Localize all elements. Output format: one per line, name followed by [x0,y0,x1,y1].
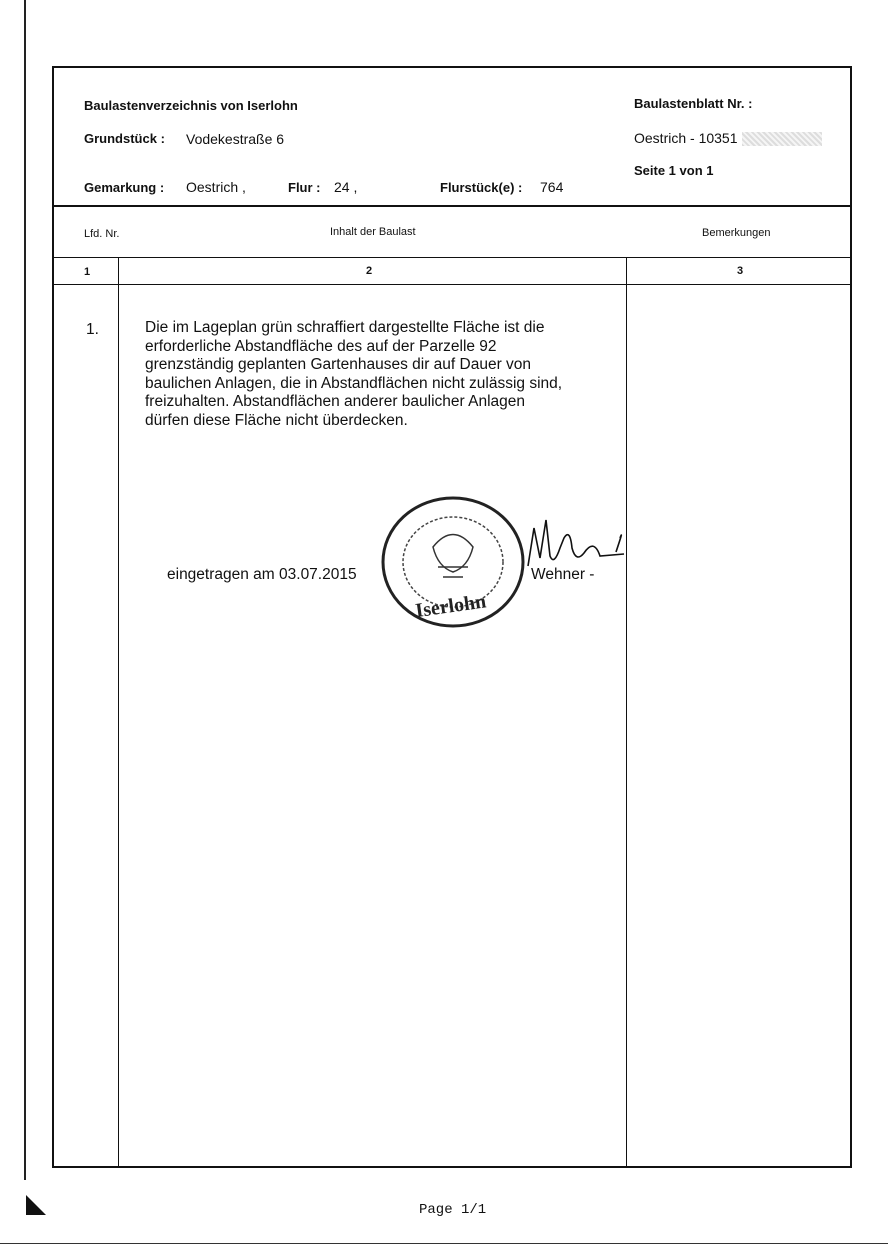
col-number-1: 1 [84,266,91,278]
blatt-label: Baulastenblatt [634,96,724,111]
eingetragen-date: eingetragen am 03.07.2015 [167,566,357,583]
blatt-value [634,130,822,146]
stamp-text: Iserlohn [413,590,488,623]
flurstueck-value: 764 [540,179,564,195]
entry-line: dürfen diese Fläche nicht überdecken. [145,411,408,429]
grundstueck-label: Grundstück : [84,131,165,146]
header-divider [52,205,852,207]
column-line-1 [118,257,119,1167]
col-number-3: 3 [737,265,744,277]
corner-mark [26,1195,46,1215]
colheader-divider [52,257,852,258]
col-number-2: 2 [366,265,373,277]
blatt-number: Oestrich - 10351 [634,130,738,146]
gemarkung-label: Gemarkung : [84,180,165,195]
redacted-area [742,132,822,146]
blatt-heading [634,96,753,111]
scan-edge-left [24,0,26,1180]
col-header-lfd: Lfd. Nr. [84,228,120,240]
flur-label: Flur : [288,180,321,195]
entry-number: 1. [86,321,99,338]
entry-line: grenzständig geplanten Gartenhauses dir auf Dauer von [145,356,532,374]
official-stamp [378,492,528,632]
flur-value: 24 , [334,179,358,195]
grundstueck-value: Vodekestraße 6 [186,131,285,147]
col-header-inhalt: Inhalt der Baulast [330,226,416,238]
signer-name: Wehner - [531,566,595,583]
entry-line: baulichen Anlagen, die in Abstandflächen nicht zulässig sind, [145,374,563,392]
scan-edge-bottom [0,1243,888,1244]
flurstueck-label: Flurstück(e) : [440,180,523,195]
gemarkung-value: Oestrich , [186,179,246,195]
entry-line: freizuhalten. Abstandflächen anderer baulicher Anlagen [145,393,526,411]
entry-text [145,319,615,431]
page-footer: Page 1/1 [419,1202,487,1218]
page-count: Seite 1 von 1 [634,163,714,178]
colnumber-divider [52,284,852,285]
column-line-2 [626,257,627,1167]
col-header-bemerkungen: Bemerkungen [702,227,771,239]
register-title: Baulastenverzeichnis von Iserlohn [84,98,298,113]
blatt-nr-label: Nr. : [727,96,753,111]
entry-line: Die im Lageplan grün schraffiert dargestellte Fläche ist die [145,319,545,336]
entry-line: erforderliche Abstandfläche des auf der Parzelle 92 [145,337,497,355]
